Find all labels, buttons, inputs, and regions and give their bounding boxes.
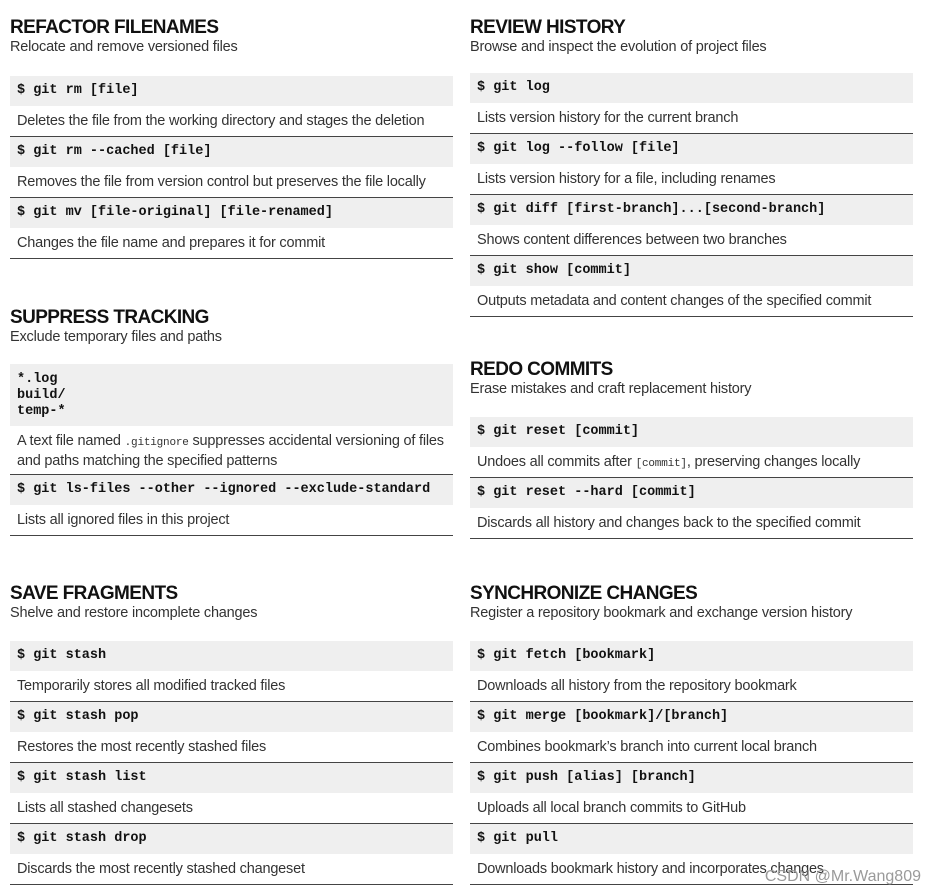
section-subtitle: Exclude temporary files and paths xyxy=(10,329,222,345)
command-code: $ git show [commit] xyxy=(470,256,913,286)
command-code: $ git stash drop xyxy=(10,824,453,854)
section-title: REFACTOR FILENAMES xyxy=(10,17,219,38)
command-entry xyxy=(470,478,913,539)
command-code: $ git rm [file] xyxy=(10,76,453,106)
section-sync xyxy=(470,584,913,885)
section-title: REVIEW HISTORY xyxy=(470,17,626,38)
command-entry xyxy=(470,702,913,763)
command-code: $ git mv [file-original] [file-renamed] xyxy=(10,198,453,228)
command-code: $ git reset --hard [commit] xyxy=(470,478,913,508)
command-description: Lists all stashed changesets xyxy=(10,793,453,823)
command-entry xyxy=(470,256,913,317)
command-description xyxy=(470,447,913,477)
command-description: Uploads all local branch commits to GitHub xyxy=(470,793,913,823)
command-entry xyxy=(10,198,453,259)
command-code: $ git fetch [bookmark] xyxy=(470,641,913,671)
description-text: , preserving changes locally xyxy=(686,454,861,470)
command-code: $ git stash list xyxy=(10,763,453,793)
command-description: Lists version history for the current branch xyxy=(470,103,913,133)
command-description: Removes the file from version control but preserves the file locally xyxy=(10,167,453,197)
command-entry xyxy=(10,824,453,885)
command-entry xyxy=(10,702,453,763)
section-redo xyxy=(470,360,913,539)
section-save xyxy=(10,584,453,885)
command-description: Restores the most recently stashed files xyxy=(10,732,453,762)
command-description: Changes the file name and prepares it for commit xyxy=(10,228,453,258)
command-entry xyxy=(10,763,453,824)
command-code: $ git ls-files --other --ignored --exclude-standard xyxy=(10,475,453,505)
command-description: Discards the most recently stashed changeset xyxy=(10,854,453,884)
command-code: $ git diff [first-branch]...[second-branch] xyxy=(470,195,913,225)
command-code: $ git merge [bookmark]/[branch] xyxy=(470,702,913,732)
description-text: A text file named xyxy=(17,433,125,449)
section-subtitle: Erase mistakes and craft replacement history xyxy=(470,381,752,397)
description-text: Undoes all commits after xyxy=(477,454,636,470)
section-title: SUPPRESS TRACKING xyxy=(10,307,209,328)
command-description: Deletes the file from the working directory and stages the deletion xyxy=(10,106,453,136)
command-entry xyxy=(10,76,453,137)
inline-code: [commit] xyxy=(635,458,687,470)
command-entry xyxy=(470,134,913,195)
section-subtitle: Browse and inspect the evolution of project files xyxy=(470,39,767,55)
command-entry xyxy=(10,364,453,475)
section-title: SAVE FRAGMENTS xyxy=(10,583,178,604)
command-code: $ git stash pop xyxy=(10,702,453,732)
command-entry xyxy=(470,195,913,256)
command-description: Combines bookmark’s branch into current local branch xyxy=(470,732,913,762)
command-code: $ git rm --cached [file] xyxy=(10,137,453,167)
command-entry xyxy=(470,763,913,824)
section-subtitle: Relocate and remove versioned files xyxy=(10,39,238,55)
command-description: Downloads bookmark history and incorporates changes xyxy=(470,854,913,884)
command-code: $ git stash xyxy=(10,641,453,671)
section-subtitle: Shelve and restore incomplete changes xyxy=(10,605,258,621)
section-review xyxy=(470,18,913,317)
command-code: $ git push [alias] [branch] xyxy=(470,763,913,793)
command-description: Lists all ignored files in this project xyxy=(10,505,453,535)
command-code: $ git reset [commit] xyxy=(470,417,913,447)
command-description: Lists version history for a file, including renames xyxy=(470,164,913,194)
description-text: suppresses accidental versioning of files and paths matching the specified patterns xyxy=(17,433,444,469)
section-refactor xyxy=(10,18,453,259)
command-code: $ git log xyxy=(470,73,913,103)
command-description: Outputs metadata and content changes of the specified commit xyxy=(470,286,913,316)
gitignore-patterns: *.log build/ temp-* xyxy=(10,364,453,426)
command-entry xyxy=(10,137,453,198)
command-entry xyxy=(10,475,453,536)
section-suppress xyxy=(10,308,453,536)
command-entry xyxy=(470,641,913,702)
command-code: $ git log --follow [file] xyxy=(470,134,913,164)
section-subtitle: Register a repository bookmark and exchange version history xyxy=(470,605,853,621)
command-code: $ git pull xyxy=(470,824,913,854)
section-title: REDO COMMITS xyxy=(470,359,613,380)
command-description: Temporarily stores all modified tracked files xyxy=(10,671,453,701)
command-description: Downloads all history from the repository bookmark xyxy=(470,671,913,701)
command-entry xyxy=(10,641,453,702)
inline-code: .gitignore xyxy=(124,437,189,449)
watermark: CSDN @Mr.Wang809 xyxy=(764,868,921,885)
command-entry xyxy=(470,73,913,134)
command-description: Shows content differences between two branches xyxy=(470,225,913,255)
command-description xyxy=(10,426,453,474)
command-entry xyxy=(470,417,913,478)
command-description: Discards all history and changes back to the specified commit xyxy=(470,508,913,538)
section-title: SYNCHRONIZE CHANGES xyxy=(470,583,698,604)
